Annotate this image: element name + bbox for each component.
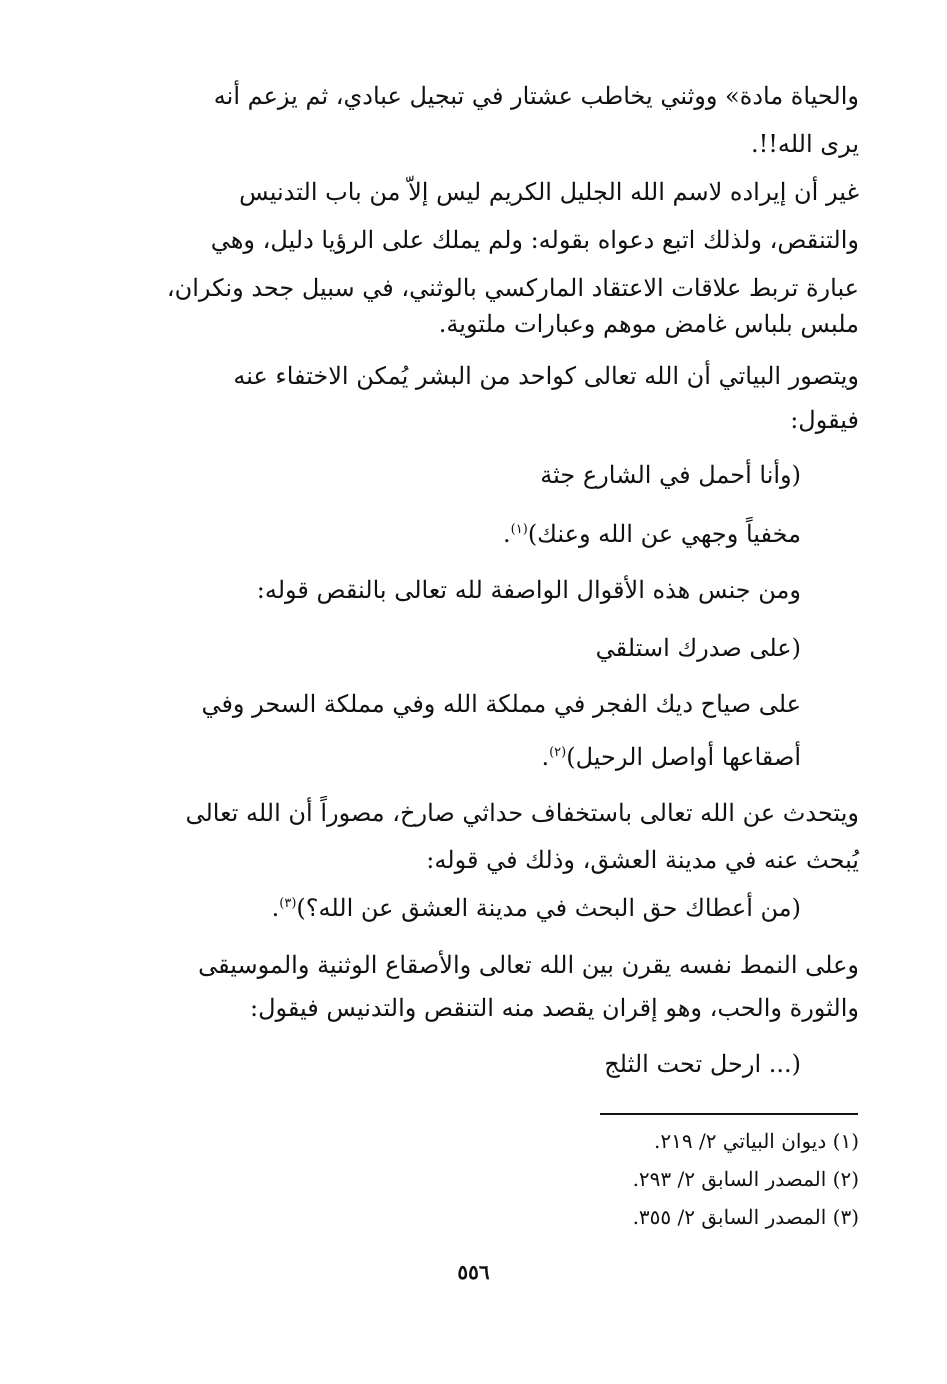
body-line-5: عبارة تربط علاقات الاعتقاد الماركسي بالوثني، في سبيل جحد ونكران، (166, 274, 859, 302)
body-line-8: فيقول: (790, 406, 859, 434)
body-line-6: ملبس بلباس غامض موهم وعبارات ملتوية. (438, 310, 859, 338)
poem-line-6-period: . (271, 894, 280, 922)
footnote-3: (٣) المصدر السابق ٢/ ٣٥٥. (632, 1205, 859, 1229)
poem-line-6 (272, 888, 801, 928)
footnote-ref-3: (٣) (279, 896, 297, 911)
poem-line-5-text: أصقاعها أواصل الرحيل) (566, 743, 801, 771)
body-line-4: والتنقص، ولذلك اتبع دعواه بقوله: ولم يملك على الرؤيا دليل، وهي (210, 226, 859, 254)
footnote-1: (١) ديوان البياتي ٢/ ٢١٩. (654, 1129, 859, 1153)
body-line-10: ويتحدث عن الله تعالى باستخفاف حداثي صارخ، مصوراً أن الله تعالى (185, 799, 859, 827)
body-line-9: ومن جنس هذه الأقوال الواصفة لله تعالى بالنقص قوله: (256, 576, 801, 604)
poem-line-7: (... ارحل تحت الثلج (604, 1050, 801, 1078)
poem-line-6-text: (من أعطاك حق البحث في مدينة العشق عن الله؟) (296, 894, 801, 922)
poem-line-2 (503, 514, 801, 554)
poem-line-2-period: . (503, 520, 511, 548)
body-line-1: والحياة مادة» ووثني يخاطب عشتار في تبجيل عبادي، ثم يزعم أنه (213, 82, 859, 110)
poem-line-2-text: مخفياً وجهي عن الله وعنك) (527, 520, 801, 548)
poem-line-5-period: . (541, 743, 550, 771)
footnote-ref-1: (١) (510, 522, 528, 537)
body-line-3: غير أن إيراده لاسم الله الجليل الكريم ليس إلاّ من باب التدنيس (239, 178, 859, 206)
poem-line-4: على صياح ديك الفجر في مملكة الله وفي مملكة السحر وفي (201, 690, 801, 718)
body-line-11: يُبحث عنه في مدينة العشق، وذلك في قوله: (426, 846, 859, 874)
poem-line-3: (على صدرك استلقي (595, 634, 801, 662)
footnote-ref-2: (٢) (549, 745, 567, 760)
poem-line-1: (وأنا أحمل في الشارع جثة (540, 461, 801, 489)
poem-line-5 (541, 737, 801, 777)
body-line-13: والثورة والحب، وهو إقران يقصد منه التنقص والتدنيس فيقول: (249, 994, 859, 1022)
footnote-2: (٢) المصدر السابق ٢/ ٢٩٣. (632, 1167, 859, 1191)
body-line-7: ويتصور البياتي أن الله تعالى كواحد من البشر يُمكن الاختفاء عنه (233, 362, 859, 390)
footnotes-separator (600, 1113, 858, 1115)
body-line-2: يرى الله!!. (750, 130, 859, 158)
page-number: ٥٥٦ (457, 1260, 490, 1284)
body-line-12: وعلى النمط نفسه يقرن بين الله تعالى والأصقاع الوثنية والموسيقى (198, 951, 859, 979)
